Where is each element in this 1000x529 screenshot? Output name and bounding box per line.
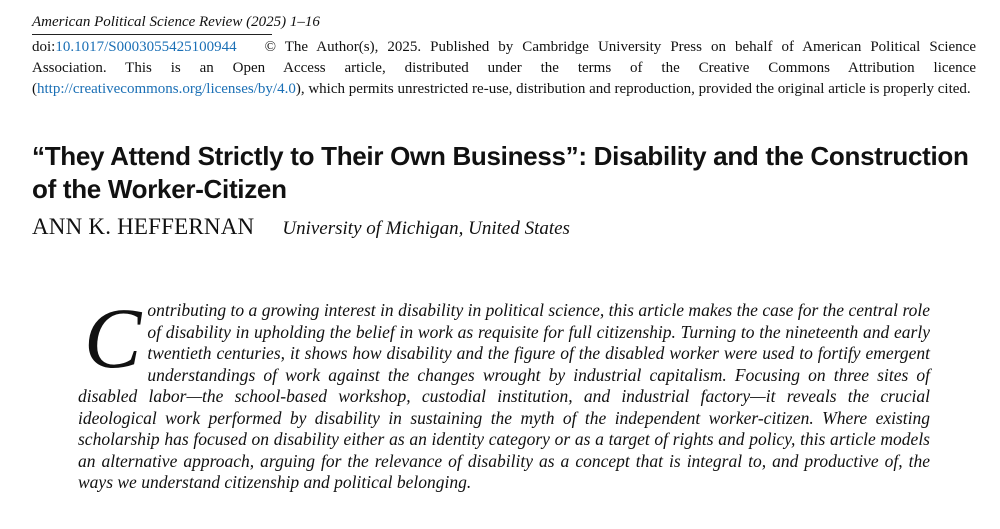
license-notice	[32, 37, 976, 100]
abstract-dropcap: C	[84, 290, 142, 386]
byline	[32, 214, 570, 240]
journal-volume-info: (2025) 1–16	[246, 14, 320, 30]
abstract-text: ontributing to a growing interest in disability in political science, this article makes the case for the central role of disability in upholding the belief in work as requisite for full citizenship. Turning to the nineteenth and early twentieth centuries, it shows how disability and the figure of the disabled worker were used to fortify emergent understandings of work against the changes wrought by industrial capitalism. Focusing on three sites of disabled labor—the school-based workshop, custodial institution, and industrial factory—it reveals the crucial ideological work performed by disability in sustaining the myth of the independent worker-citizen. Where existing scholarship has focused on disability either as an identity category or as a target of rights and policy, this article models an alternative approach, arguing for the relevance of disability as a concept that is integral to, and productive of, the ways we understand citizenship and political belonging.	[78, 300, 930, 492]
license-text-part2: ), which permits unrestricted re-use, distribution and reproduction, provided the original article is properly cited.	[295, 81, 971, 97]
article-title: “They Attend Strictly to Their Own Business”: Disability and the Construction of the Worker-Citizen	[32, 141, 969, 204]
abstract	[78, 290, 930, 494]
author-affiliation: University of Michigan, United States	[282, 218, 570, 239]
journal-header	[32, 14, 320, 31]
doi-link[interactable]: 10.1017/S0003055425100944	[55, 39, 237, 55]
license-link[interactable]: http://creativecommons.org/licenses/by/4.0	[37, 81, 296, 97]
header-rule	[32, 34, 272, 35]
author-name: ANN K. HEFFERNAN	[32, 214, 255, 239]
journal-name: American Political Science Review	[32, 14, 243, 30]
doi-label: doi:	[32, 39, 56, 55]
license-text-part1: © The Author(s), 2025. Published by Cambridge University Press on behalf of American Political Science Association. This is an Open Access article, distributed under the terms of the Creative Commons Attribution licence (	[32, 39, 976, 97]
